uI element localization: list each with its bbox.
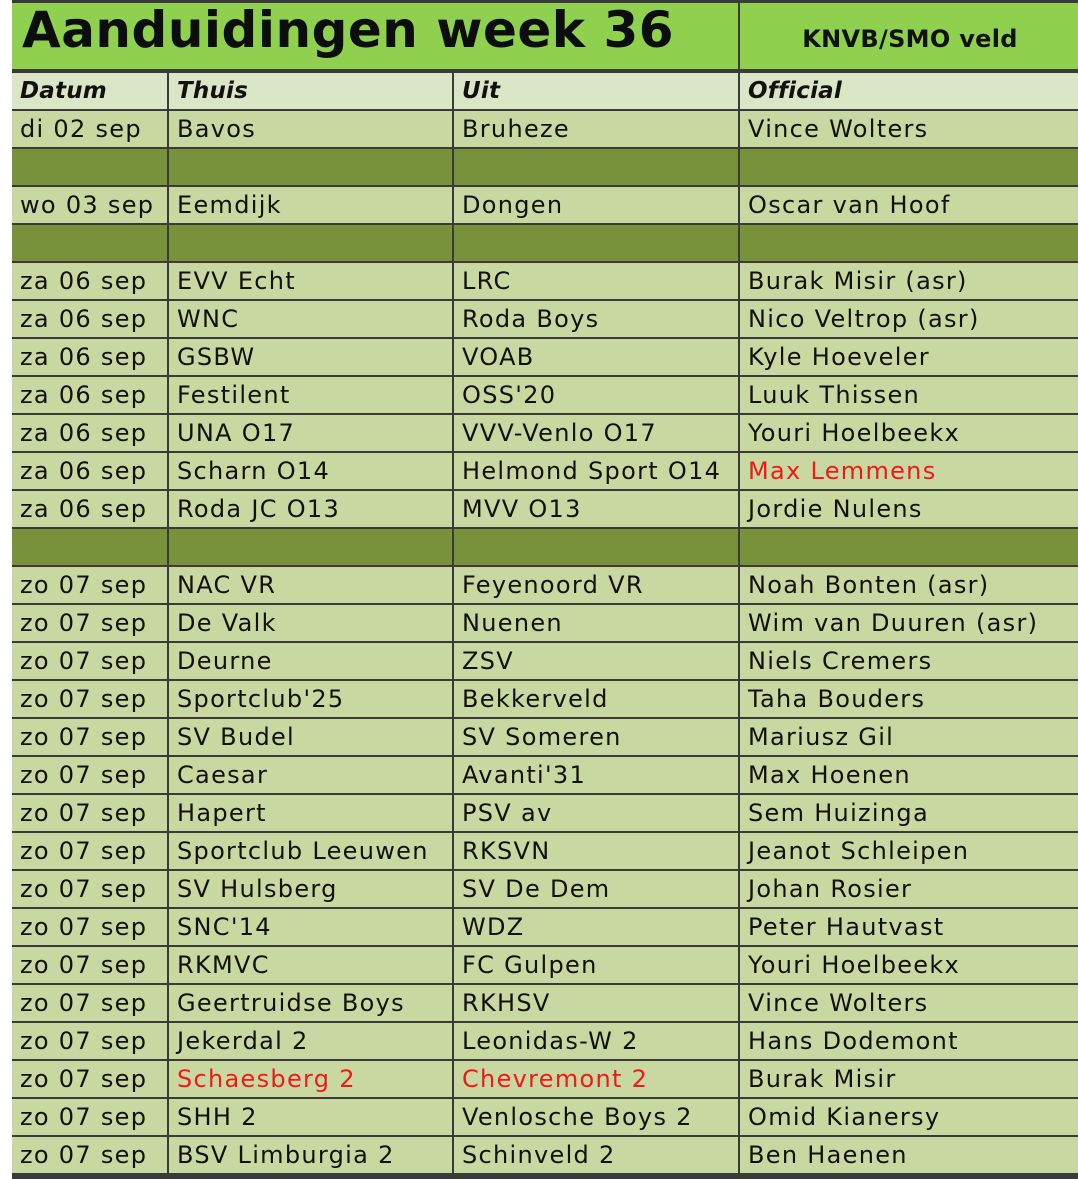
spreadsheet bbox=[12, 0, 1078, 1179]
header-datum[interactable]: Datum bbox=[12, 73, 167, 109]
cell-thuis[interactable]: Caesar bbox=[169, 757, 452, 793]
sheet-subtitle[interactable]: KNVB/SMO veld bbox=[740, 3, 1078, 69]
cell-datum[interactable]: za 06 sep bbox=[12, 491, 167, 527]
table-row bbox=[12, 263, 1078, 299]
cell-datum[interactable]: zo 07 sep bbox=[12, 643, 167, 679]
cell-thuis[interactable]: SNC'14 bbox=[169, 909, 452, 945]
title-row bbox=[12, 3, 1078, 69]
cell-thuis[interactable]: Schaesberg 2 bbox=[169, 1061, 452, 1097]
cell-uit[interactable]: Feyenoord VR bbox=[454, 567, 738, 603]
cell-thuis[interactable]: GSBW bbox=[169, 339, 452, 375]
table-row bbox=[12, 909, 1078, 945]
cell-datum[interactable]: di 02 sep bbox=[12, 111, 167, 147]
cell-datum[interactable]: zo 07 sep bbox=[12, 605, 167, 641]
cell-uit[interactable]: Dongen bbox=[454, 187, 738, 223]
cell-thuis[interactable]: Eemdijk bbox=[169, 187, 452, 223]
cell-official[interactable]: Youri Hoelbeekx bbox=[740, 415, 1078, 451]
cell-official[interactable]: Nico Veltrop (asr) bbox=[740, 301, 1078, 337]
cell-thuis[interactable]: Geertruidse Boys bbox=[169, 985, 452, 1021]
table-row bbox=[12, 453, 1078, 489]
cell-official[interactable]: Max Lemmens bbox=[740, 453, 1078, 489]
table-row bbox=[12, 111, 1078, 147]
table-row bbox=[12, 833, 1078, 869]
cell-datum[interactable]: zo 07 sep bbox=[12, 757, 167, 793]
cell-datum[interactable]: zo 07 sep bbox=[12, 719, 167, 755]
table-row bbox=[12, 377, 1078, 413]
cell-datum[interactable]: za 06 sep bbox=[12, 263, 167, 299]
cell-datum[interactable]: za 06 sep bbox=[12, 377, 167, 413]
cell-datum[interactable]: zo 07 sep bbox=[12, 985, 167, 1021]
cell-thuis[interactable]: Festilent bbox=[169, 377, 452, 413]
cell-uit[interactable]: Bekkerveld bbox=[454, 681, 738, 717]
cell-thuis[interactable]: WNC bbox=[169, 301, 452, 337]
cell-datum[interactable]: zo 07 sep bbox=[12, 909, 167, 945]
cell-thuis[interactable] bbox=[169, 225, 452, 261]
cell-official[interactable]: Sem Huizinga bbox=[740, 795, 1078, 831]
table-row bbox=[12, 301, 1078, 337]
cell-uit[interactable]: WDZ bbox=[454, 909, 738, 945]
table-row bbox=[12, 339, 1078, 375]
cell-official[interactable]: Vince Wolters bbox=[740, 111, 1078, 147]
cell-official[interactable]: Hans Dodemont bbox=[740, 1023, 1078, 1059]
cell-datum[interactable]: zo 07 sep bbox=[12, 1023, 167, 1059]
table-row bbox=[12, 757, 1078, 793]
cell-uit[interactable]: MVV O13 bbox=[454, 491, 738, 527]
table-row bbox=[12, 643, 1078, 679]
cell-thuis[interactable]: EVV Echt bbox=[169, 263, 452, 299]
cell-thuis[interactable]: Scharn O14 bbox=[169, 453, 452, 489]
separator-row bbox=[12, 225, 1078, 261]
cell-official[interactable] bbox=[740, 529, 1078, 565]
cell-uit[interactable]: Venlosche Boys 2 bbox=[454, 1099, 738, 1135]
cell-official[interactable] bbox=[740, 225, 1078, 261]
cell-datum[interactable]: zo 07 sep bbox=[12, 795, 167, 831]
cell-official[interactable]: Noah Bonten (asr) bbox=[740, 567, 1078, 603]
cell-thuis[interactable]: Jekerdal 2 bbox=[169, 1023, 452, 1059]
table-row bbox=[12, 1137, 1078, 1173]
cell-datum[interactable]: za 06 sep bbox=[12, 301, 167, 337]
cell-official[interactable]: Kyle Hoeveler bbox=[740, 339, 1078, 375]
cell-official[interactable]: Jeanot Schleipen bbox=[740, 833, 1078, 869]
cell-datum[interactable]: zo 07 sep bbox=[12, 681, 167, 717]
table-row bbox=[12, 795, 1078, 831]
header-official[interactable]: Official bbox=[740, 73, 1078, 109]
header-row bbox=[12, 73, 1078, 109]
table-row bbox=[12, 491, 1078, 527]
cell-datum[interactable]: za 06 sep bbox=[12, 415, 167, 451]
cell-thuis[interactable]: De Valk bbox=[169, 605, 452, 641]
cell-official[interactable] bbox=[740, 149, 1078, 185]
cell-thuis[interactable]: Hapert bbox=[169, 795, 452, 831]
cell-datum[interactable]: zo 07 sep bbox=[12, 833, 167, 869]
cell-official[interactable]: Johan Rosier bbox=[740, 871, 1078, 907]
table-row bbox=[12, 985, 1078, 1021]
cell-official[interactable]: Taha Bouders bbox=[740, 681, 1078, 717]
cell-datum[interactable]: za 06 sep bbox=[12, 453, 167, 489]
separator-row bbox=[12, 529, 1078, 565]
table-row bbox=[12, 1023, 1078, 1059]
cell-thuis[interactable]: Sportclub'25 bbox=[169, 681, 452, 717]
cell-thuis[interactable] bbox=[169, 529, 452, 565]
cell-thuis[interactable]: NAC VR bbox=[169, 567, 452, 603]
cell-uit[interactable]: Bruheze bbox=[454, 111, 738, 147]
cell-official[interactable]: Burak Misir (asr) bbox=[740, 263, 1078, 299]
cell-uit[interactable]: OSS'20 bbox=[454, 377, 738, 413]
cell-official[interactable]: Wim van Duuren (asr) bbox=[740, 605, 1078, 641]
cell-datum[interactable] bbox=[12, 225, 167, 261]
header-uit[interactable]: Uit bbox=[454, 73, 738, 109]
cell-thuis[interactable]: UNA O17 bbox=[169, 415, 452, 451]
cell-datum[interactable]: zo 07 sep bbox=[12, 1099, 167, 1135]
table-row bbox=[12, 1099, 1078, 1135]
cell-datum[interactable]: wo 03 sep bbox=[12, 187, 167, 223]
table-row bbox=[12, 187, 1078, 223]
cell-uit[interactable]: Avanti'31 bbox=[454, 757, 738, 793]
cell-thuis[interactable]: Bavos bbox=[169, 111, 452, 147]
table-row bbox=[12, 719, 1078, 755]
cell-uit[interactable] bbox=[454, 529, 738, 565]
cell-uit[interactable]: Helmond Sport O14 bbox=[454, 453, 738, 489]
table-row bbox=[12, 567, 1078, 603]
cell-thuis[interactable]: SV Hulsberg bbox=[169, 871, 452, 907]
cell-thuis[interactable]: Sportclub Leeuwen bbox=[169, 833, 452, 869]
cell-datum[interactable]: zo 07 sep bbox=[12, 1061, 167, 1097]
cell-thuis[interactable]: SHH 2 bbox=[169, 1099, 452, 1135]
cell-datum[interactable]: zo 07 sep bbox=[12, 871, 167, 907]
cell-uit[interactable]: VVV-Venlo O17 bbox=[454, 415, 738, 451]
sheet-title[interactable]: Aanduidingen week 36 bbox=[12, 3, 738, 69]
cell-datum[interactable]: zo 07 sep bbox=[12, 567, 167, 603]
cell-uit[interactable]: Roda Boys bbox=[454, 301, 738, 337]
cell-uit[interactable] bbox=[454, 225, 738, 261]
cell-official[interactable]: Max Hoenen bbox=[740, 757, 1078, 793]
cell-uit[interactable]: RKSVN bbox=[454, 833, 738, 869]
cell-official[interactable]: Peter Hautvast bbox=[740, 909, 1078, 945]
cell-official[interactable]: Youri Hoelbeekx bbox=[740, 947, 1078, 983]
cell-thuis[interactable]: SV Budel bbox=[169, 719, 452, 755]
table-row bbox=[12, 681, 1078, 717]
cell-official[interactable]: Oscar van Hoof bbox=[740, 187, 1078, 223]
cell-uit[interactable]: VOAB bbox=[454, 339, 738, 375]
cell-thuis[interactable] bbox=[169, 149, 452, 185]
cell-thuis[interactable]: RKMVC bbox=[169, 947, 452, 983]
cell-datum[interactable] bbox=[12, 149, 167, 185]
cell-datum[interactable]: za 06 sep bbox=[12, 339, 167, 375]
cell-uit[interactable]: LRC bbox=[454, 263, 738, 299]
cell-uit[interactable]: SV Someren bbox=[454, 719, 738, 755]
table-row bbox=[12, 605, 1078, 641]
cell-official[interactable]: Ben Haenen bbox=[740, 1137, 1078, 1173]
cell-uit[interactable]: Chevremont 2 bbox=[454, 1061, 738, 1097]
cell-uit[interactable]: ZSV bbox=[454, 643, 738, 679]
cell-official[interactable]: Omid Kianersy bbox=[740, 1099, 1078, 1135]
cell-thuis[interactable]: Roda JC O13 bbox=[169, 491, 452, 527]
separator-row bbox=[12, 149, 1078, 185]
cell-official[interactable]: Jordie Nulens bbox=[740, 491, 1078, 527]
cell-thuis[interactable]: BSV Limburgia 2 bbox=[169, 1137, 452, 1173]
cell-thuis[interactable]: Deurne bbox=[169, 643, 452, 679]
cell-uit[interactable] bbox=[454, 149, 738, 185]
cell-official[interactable]: Niels Cremers bbox=[740, 643, 1078, 679]
cell-uit[interactable]: SV De Dem bbox=[454, 871, 738, 907]
header-thuis[interactable]: Thuis bbox=[169, 73, 452, 109]
table-row bbox=[12, 1061, 1078, 1097]
table-row bbox=[12, 947, 1078, 983]
cell-datum[interactable]: zo 07 sep bbox=[12, 1137, 167, 1173]
table-row bbox=[12, 871, 1078, 907]
cell-uit[interactable]: PSV av bbox=[454, 795, 738, 831]
cell-uit[interactable]: FC Gulpen bbox=[454, 947, 738, 983]
cell-uit[interactable]: RKHSV bbox=[454, 985, 738, 1021]
cell-datum[interactable] bbox=[12, 529, 167, 565]
cell-official[interactable]: Luuk Thissen bbox=[740, 377, 1078, 413]
cell-official[interactable]: Vince Wolters bbox=[740, 985, 1078, 1021]
table-row bbox=[12, 415, 1078, 451]
cell-uit[interactable]: Leonidas-W 2 bbox=[454, 1023, 738, 1059]
cell-official[interactable]: Burak Misir bbox=[740, 1061, 1078, 1097]
cell-datum[interactable]: zo 07 sep bbox=[12, 947, 167, 983]
cell-uit[interactable]: Nuenen bbox=[454, 605, 738, 641]
cell-uit[interactable]: Schinveld 2 bbox=[454, 1137, 738, 1173]
cell-official[interactable]: Mariusz Gil bbox=[740, 719, 1078, 755]
